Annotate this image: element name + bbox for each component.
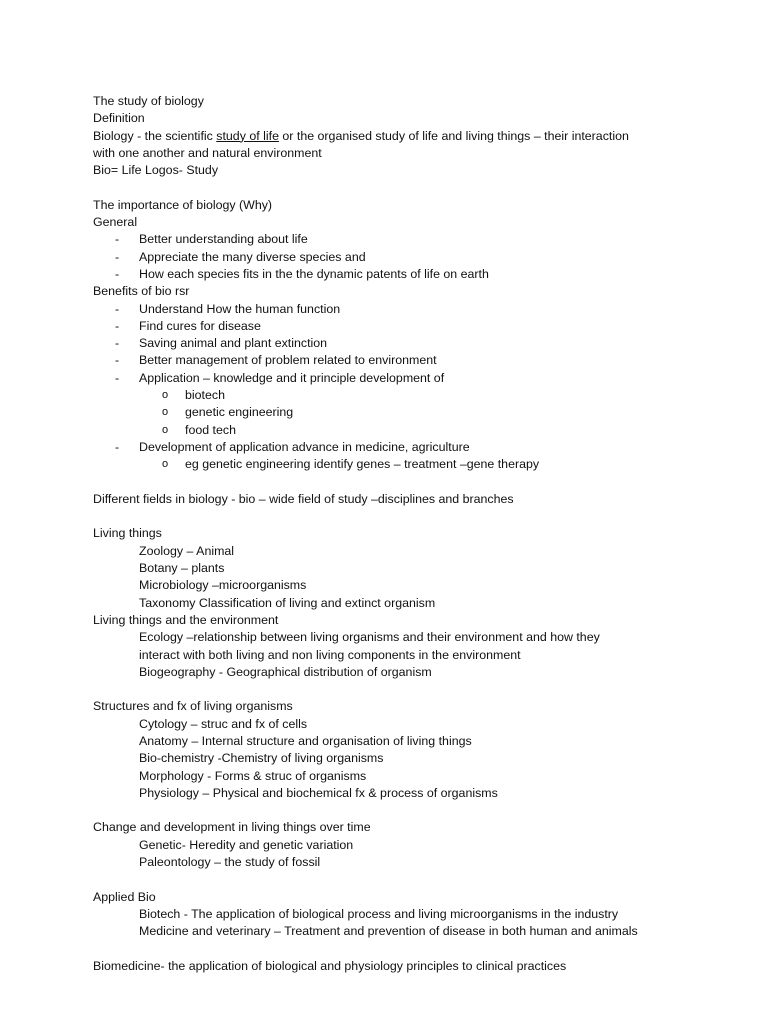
field-item: Cytology – struc and fx of cells (139, 716, 308, 731)
underlined-term: study of life (216, 128, 279, 143)
field-item: Anatomy – Internal structure and organisation of living things (139, 733, 472, 748)
field-item: Biogeography - Geographical distribution of organism (139, 664, 432, 679)
field-item: Zoology – Animal (139, 543, 235, 558)
list-item: - Application – knowledge and it principle development of (115, 370, 445, 385)
field-item: Paleontology – the study of fossil (139, 855, 321, 870)
definition-line-2: with one another and natural environment (93, 145, 322, 160)
list-item: - How each species fits in the the dynamic patents of life on earth (115, 266, 489, 281)
sub-list-item: o food tech (162, 422, 236, 437)
change-heading: Change and development in living things over time (93, 820, 371, 835)
field-item: Medicine and veterinary – Treatment and prevention of disease in both human and animals (139, 924, 638, 939)
list-item: - Understand How the human function (115, 301, 341, 316)
general-heading: General (93, 215, 138, 230)
definition-heading: Definition (93, 111, 145, 126)
importance-heading: The importance of biology (Why) (93, 197, 273, 212)
applied-heading: Applied Bio (93, 889, 156, 904)
list-item: - Development of application advance in medicine, agriculture (115, 439, 470, 454)
benefits-heading: Benefits of bio rsr (93, 284, 190, 299)
field-item: Genetic- Heredity and genetic variation (139, 837, 354, 852)
field-item: Microbiology –microorganisms (139, 578, 307, 593)
field-item: Taxonomy Classification of living and extinct organism (139, 595, 436, 610)
field-item: Biotech - The application of biological process and living microorganisms in the industry (139, 906, 619, 921)
list-item: - Find cures for disease (115, 318, 261, 333)
sub-list-item: o biotech (162, 388, 225, 403)
list-item: - Appreciate the many diverse species and (115, 249, 366, 264)
biomedicine-line: Biomedicine- the application of biological and physiology principles to clinical practices (93, 958, 567, 973)
list-item: - Better management of problem related to environment (115, 353, 437, 368)
field-item: Ecology –relationship between living organisms and their environment and how they (139, 630, 600, 645)
document-title: The study of biology (93, 94, 204, 108)
list-item: - Better understanding about life (115, 232, 308, 247)
definition-line: Biology - the scientific study of life or the organised study of life and living things – their interaction (93, 128, 629, 143)
field-item: Botany – plants (139, 561, 225, 576)
etymology-line: Bio= Life Logos- Study (93, 163, 219, 178)
structures-heading: Structures and fx of living organisms (93, 699, 293, 714)
sub-list-item: o genetic engineering (162, 405, 294, 420)
field-item: Bio-chemistry -Chemistry of living organisms (139, 751, 384, 766)
field-item: interact with both living and non living components in the environment (139, 647, 521, 662)
environment-heading: Living things and the environment (93, 612, 279, 627)
list-item: - Saving animal and plant extinction (115, 336, 328, 351)
field-item: Morphology - Forms & struc of organisms (139, 768, 367, 783)
fields-intro: Different fields in biology - bio – wide field of study –disciplines and branches (93, 491, 514, 506)
field-item: Physiology – Physical and biochemical fx & process of organisms (139, 785, 498, 800)
document-body (93, 93, 733, 975)
sub-list-item: o eg genetic engineering identify genes – treatment –gene therapy (162, 457, 540, 472)
living-things-heading: Living things (93, 526, 162, 541)
